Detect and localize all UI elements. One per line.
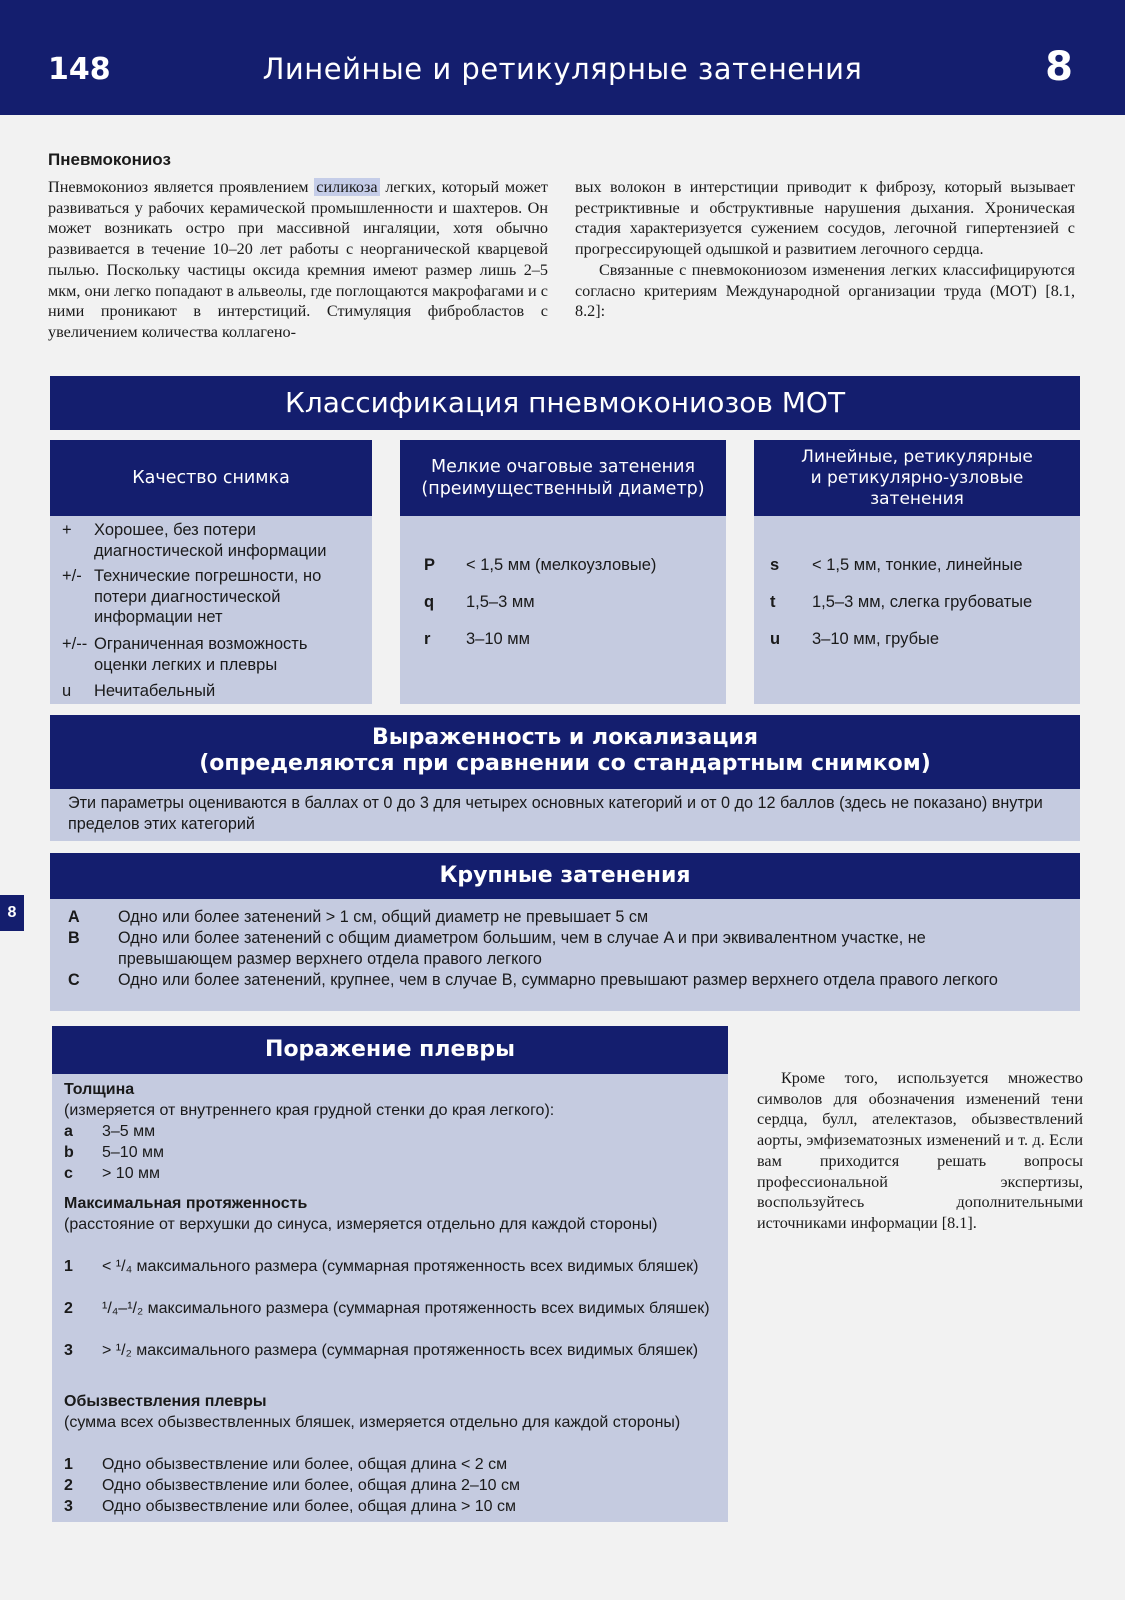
thickness-heading: Толщина	[64, 1081, 135, 1098]
linear-opacities-panel: s < 1,5 мм, тонкие, линейные t 1,5–3 мм, слегка грубоватые u 3–10 мм, грубые	[754, 516, 1080, 704]
paragraph: вых волокон в интерстиции приводит к фиброзу, который вызывает рестриктивные и обструктивные нарушения дыхания. Хроническая стадия характеризуется сужением сосудов, легочной гипертензией с прогрессирующей одышкой и развитием легочного сердца.	[575, 178, 1075, 259]
small-opacities-header: Мелкие очаговые затенения (преимущественный диаметр)	[400, 440, 726, 516]
thickness-note: (измеряется от внутреннего края грудной стенки до края легкого):	[64, 1102, 555, 1119]
quality-header: Качество снимка	[50, 440, 372, 516]
highlighted-term: силикоза	[316, 178, 378, 196]
body-column-left	[48, 177, 548, 343]
page-header	[0, 0, 1125, 115]
body-column-right	[575, 177, 1075, 322]
side-note	[757, 1068, 1083, 1234]
paragraph: Кроме того, используется множество символов для обозначения изменений тени сердца, булл, ателектазов, обызвествлений аорты, эмфизематозных изменений и т. д. Если вам приходится решать вопросы профессиональной экспертизы, воспользуйтесь дополнительными источниками информации [8.1].	[757, 1069, 1083, 1232]
small-opacities-panel: P < 1,5 мм (мелкоузловые) q 1,5–3 мм r 3–10 мм	[400, 516, 726, 704]
severity-panel	[50, 789, 1080, 841]
linear-opacities-header: Линейные, ретикулярные и ретикулярно-узловые затенения	[754, 440, 1080, 516]
large-opacities-panel: A Одно или более затенений > 1 см, общий диаметр не превышает 5 см B Одно или более затенений с общим диаметром большим, чем в случае A и при эквивалентном участке, не превышающем размер верхнего отдела правого легкого C Одно или более затенений, крупнее, чем в случае B, суммарно превышают размер верхнего отдела правого легкого	[50, 899, 1080, 1011]
extent-heading: Максимальная протяженность	[64, 1195, 308, 1212]
paragraph: Связанные с пневмокониозом изменения легких классифицируются согласно критериям Международной организации труда (МОТ) [8.1, 8.2]:	[575, 260, 1075, 321]
pleura-panel: Толщина (измеряется от внутреннего края грудной стенки до края легкого): a 3–5 мм b 5–10 мм c > 10 мм Максимальная протяженность (расстояние от верхушки до синуса, измеряется отдельно для каждой стороны) 1 < ¹/₄ максимального размера (суммарная протяженность всех видимых бляшек) 2 ¹/₄–¹/₂ максимального размера (суммарная протяженность всех видимых бляшек) 3 > ¹/₂ максимального размера (суммарная протяженность всех видимых бляшек) Обызвествления плевры (сумма всех обызвествленных бляшек, измеряется отдельно для каждой стороны) 1 Одно обызвествление или более, общая длина < 2 см 2 Одно обызвествление или более, общая длина 2–10 см 3 Одно обызвествление или более, общая длина > 10 см	[52, 1074, 728, 1522]
calcification-heading: Обызвествления плевры	[64, 1393, 267, 1410]
large-opacities-title: Крупные затенения	[50, 853, 1080, 899]
paragraph: Пневмокониоз является проявлением силикоза легких, который может развиваться у рабочих керамической промышленности и шахтеров. Он может возникать остро при массивной ингаляции, хотя обычно развивается в течение 10–20 лет работы с неорганической кварцевой пылью. Поскольку частицы оксида кремния имеют размер лишь 2–5 мкм, они легко попадают в альвеолы, где поглощаются макрофагами и с ними проникают в интерстиций. Стимуляция фибробластов с увеличением количества коллагено-	[48, 178, 548, 341]
calcification-note: (сумма всех обызвествленных бляшек, измеряется отдельно для каждой стороны)	[64, 1414, 681, 1431]
pleura-title: Поражение плевры	[52, 1026, 728, 1074]
severity-text: Эти параметры оцениваются в баллах от 0 до 3 для четырех основных категорий и от 0 до 12 баллов (здесь не показано) внутри пределов этих категорий	[68, 794, 1043, 833]
classification-title: Классификация пневмокониозов МОТ	[50, 376, 1080, 430]
page-title: Линейные и ретикулярные затенения	[262, 52, 863, 86]
quality-panel: + Хорошее, без потери диагностической информации +/- Технические погрешности, но потери диагностической информации нет +/-- Ограниченная возможность оценки легких и плевры u Нечитабельный	[50, 516, 372, 704]
chapter-side-tab: 8	[0, 895, 24, 931]
severity-title: Выраженность и локализация (определяются при сравнении со стандартным снимком)	[50, 715, 1080, 789]
extent-note: (расстояние от верхушки до синуса, измеряется отдельно для каждой стороны)	[64, 1216, 658, 1233]
page-number: 148	[48, 52, 111, 87]
chapter-number: 8	[1045, 44, 1073, 90]
section-heading: Пневмокониоз	[48, 150, 171, 169]
